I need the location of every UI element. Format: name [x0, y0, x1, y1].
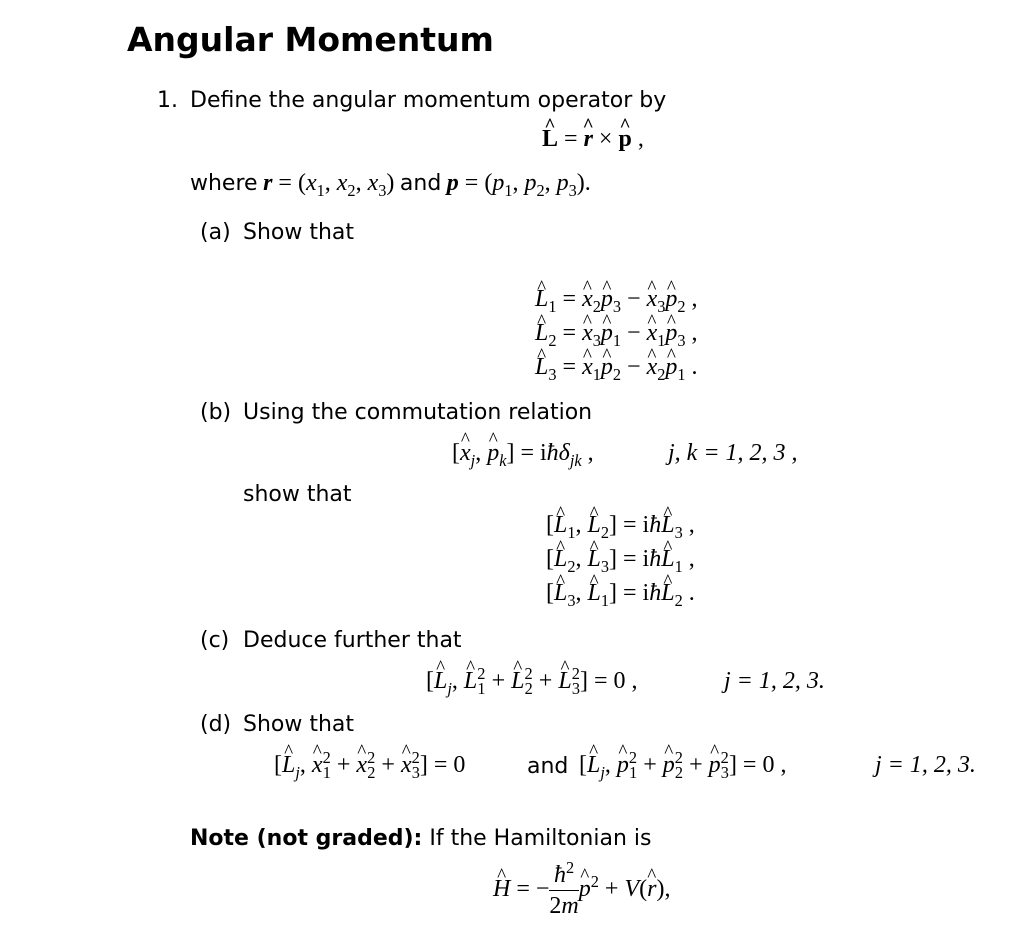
- part-b-text: Using the commutation relation: [243, 400, 593, 425]
- index-range-b: j, k = 1, 2, 3 ,: [668, 440, 798, 466]
- equation-x-squared-commutator: [^ $L_j$, ^ $x^2_1$ + ^ $x^2_2$ + ^ $x^2_3] = 0$: [274, 752, 465, 779]
- note-text: If the Hamiltonian is: [429, 826, 652, 851]
- part-c-label: (c): [200, 628, 230, 653]
- equation-hamiltonian: ^ H = − $\frac{ħ^2}{2m}$ ^ $p^2$ + V(^ r),: [493, 860, 670, 921]
- index-range-c: j = 1, 2, 3.: [724, 668, 825, 694]
- problem-intro: Define the angular momentum operator by: [190, 88, 667, 113]
- part-d-label: (d): [200, 712, 232, 737]
- part-c-text: Deduce further that: [243, 628, 462, 653]
- equation-commutation: [^ $x_j$, ^ $p_k$] = iħδ$_{jk}$ ,: [452, 440, 594, 467]
- show-that-text: show that: [243, 482, 352, 507]
- problem-number: 1.: [157, 88, 178, 113]
- and-word: and: [527, 754, 569, 779]
- equations-L-commutators: [^ $L_1$, ^ $L_2$] = iħ^ $L_3$ , [^ $L_2$, ^ $L_3$] = iħ^ $L_1$ , [^ $L_3$, ^ $L_1$] = iħ^ $L_2$ .: [546, 508, 695, 610]
- index-range-d: j = 1, 2, 3.: [875, 752, 976, 778]
- note-line: [190, 826, 651, 851]
- equations-L-components: ^ $L_1$ = ^ $x_2\^{}$ $p_3$ − ^ $x_3\^{}$ $p_2$ , ^ $L_2$ = ^ $x_3\^{}$ $p_1$ − ^ $x_1\^{}$ $p_3$ , ^ $L_3$ = ^ $x_1\^{}$ $p_2$ − ^ $x_2\^{}$ $p_1$ .: [535, 282, 698, 384]
- page-title: Angular Momentum: [127, 20, 494, 59]
- equation-p-squared-commutator: [^ $L_j$, ^ $p^2_1$ + ^ $p^2_2$ + ^ $p^2_3] = 0$ ,: [579, 752, 786, 779]
- part-d-text: Show that: [243, 712, 355, 737]
- where-text: where: [190, 171, 258, 196]
- equation-L-squared-commutator: [^ $L_j$, ^ $L^2_1$ + ^ $L^2_2$ + ^ $L^2_3] = 0$ ,: [426, 668, 638, 695]
- where-line: where $r = (x_1$, $x_2$, $x_3$) and $p = (p_1$, $p_2$, $p_3$).: [190, 170, 591, 200]
- part-a-text: Show that: [243, 220, 355, 245]
- part-a-label: (a): [200, 220, 231, 245]
- equation-L-definition: ^ L = ^ r × ^ p ,: [542, 126, 644, 153]
- and-text: and: [399, 171, 442, 196]
- note-label: Note (not graded):: [190, 826, 423, 851]
- part-b-label: (b): [200, 400, 232, 425]
